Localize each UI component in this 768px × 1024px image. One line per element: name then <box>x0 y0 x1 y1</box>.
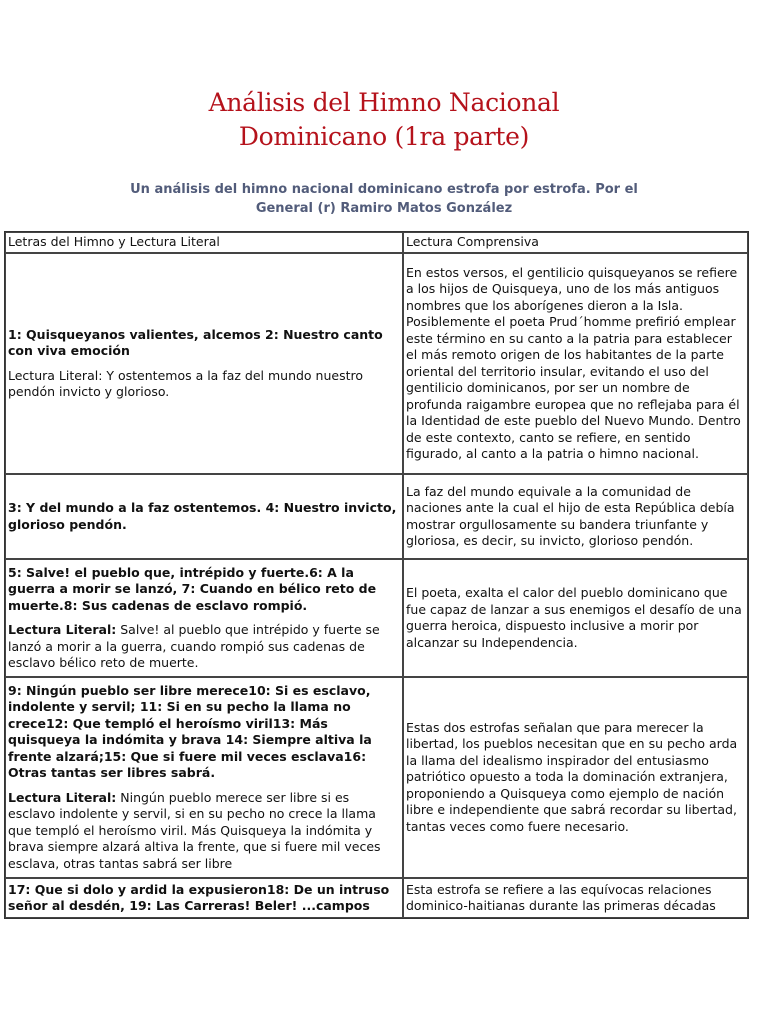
lyrics-cell <box>5 559 403 677</box>
table-row <box>5 559 748 677</box>
literal-label: Lectura Literal: <box>8 789 117 805</box>
lyrics-text: 1: Quisqueyanos valientes, alcemos 2: Nuestro canto con viva emoción <box>8 326 383 358</box>
anthem-analysis-table <box>4 231 749 919</box>
literal-reading <box>8 622 400 672</box>
document-title <box>0 86 768 154</box>
header-comprehensive: Lectura Comprensiva <box>403 232 748 253</box>
table-row <box>5 878 748 918</box>
literal-reading <box>8 790 400 873</box>
table-row <box>5 677 748 878</box>
table-row <box>5 253 748 474</box>
lyrics-cell <box>5 677 403 878</box>
comprehensive-cell: En estos versos, el gentilicio quisqueyanos se refiere a los hijos de Quisqueya, uno de los más antiguos nombres que los aborígenes dieron a la Isla. Posiblemente el poeta Prud´homme prefirió emplear este término en su canto a la patria para establecer el más remoto origen de los habitantes de la parte oriental del territorio insular, evitando el uso del gentilicio dominicanos, por ser un nombre de profunda raigambre europea que no reflejaba para él la Identidad de este pueblo del Nuevo Mundo. Dentro de este contexto, canto se refiere, en sentido figurado, al canto a la patria o himno nacional. <box>403 253 748 474</box>
lyrics-cell <box>5 253 403 474</box>
lyrics-text: 3: Y del mundo a la faz ostentemos. 4: Nuestro invicto, glorioso pendón. <box>8 500 397 532</box>
literal-label: Lectura Literal: <box>8 622 117 637</box>
title-line-1: Análisis del Himno Nacional <box>208 88 560 117</box>
document-subtitle: Un análisis del himno nacional dominicano estrofa por estrofa. Por el General (r) Ramiro Matos González <box>130 182 638 216</box>
lyrics-cell <box>5 474 403 559</box>
literal-text: Ningún pueblo merece ser libre si es esclavo indolente y servil, si en su pecho no crece la llama que templó el heroísmo viril. Más Quisqueya la indómita y brava siempre alzará altiva la frente, que si fuere mil veces esclava, otras tantas sabrá ser libre <box>8 789 381 871</box>
lyrics-text: 9: Ningún pueblo ser libre merece10: Si es esclavo, indolente y servil; 11: Si en su pecho la llama no crece12: Que templó el heroísmo viril13: Más quisqueya la indómita y brava 14: Siempre altiva la frente alzará;15: Que si fuere mil veces esclava16: Otras tantas ser libres sabrá. <box>8 682 372 781</box>
comprehensive-cell: Esta estrofa se refiere a las equívocas relaciones dominico-haitianas durante las primeras décadas <box>403 878 748 918</box>
lyrics-text: 5: Salve! el pueblo que, intrépido y fuerte.6: A la guerra a morir se lanzó, 7: Cuando en bélico reto de muerte.8: Sus cadenas de esclavo rompió. <box>8 564 377 613</box>
literal-reading: Lectura Literal: Y ostentemos a la faz del mundo nuestro pendón invicto y glorioso. <box>8 367 364 399</box>
table-row <box>5 474 748 559</box>
literal-text: Salve! al pueblo que intrépido y fuerte se lanzó a morir a la guerra, cuando rompió sus cadenas de esclavo bélico reto de muerte. <box>8 622 380 670</box>
header-lyrics: Letras del Himno y Lectura Literal <box>5 232 403 253</box>
comprehensive-cell: La faz del mundo equivale a la comunidad de naciones ante la cual el hijo de esta República debía mostrar orgullosamente su bandera triunfante y gloriosa, es decir, su invicto, glorioso pendón. <box>403 474 748 559</box>
lyrics-text: 17: Que si dolo y ardid la expusieron18: De un intruso señor al desdén, 19: Las Carreras! Beler! ...campos <box>8 881 390 913</box>
comprehensive-cell: Estas dos estrofas señalan que para merecer la libertad, los pueblos necesitan que en su pecho arda la llama del idealismo inspirador del entusiasmo patriótico opuesto a toda la dominación extranjera, proponiendo a Quisqueya como ejemplo de nación libre e independiente que sabrá recordar su libertad, tantas veces como fuere necesario. <box>403 677 748 878</box>
title-line-2: Dominicano (1ra parte) <box>238 122 530 151</box>
comprehensive-cell: El poeta, exalta el calor del pueblo dominicano que fue capaz de lanzar a sus enemigos el desafío de una guerra heroica, dispuesto inclusive a morir por alcanzar su Independencia. <box>403 559 748 677</box>
lyrics-cell <box>5 878 403 918</box>
table-header-row <box>5 232 748 253</box>
